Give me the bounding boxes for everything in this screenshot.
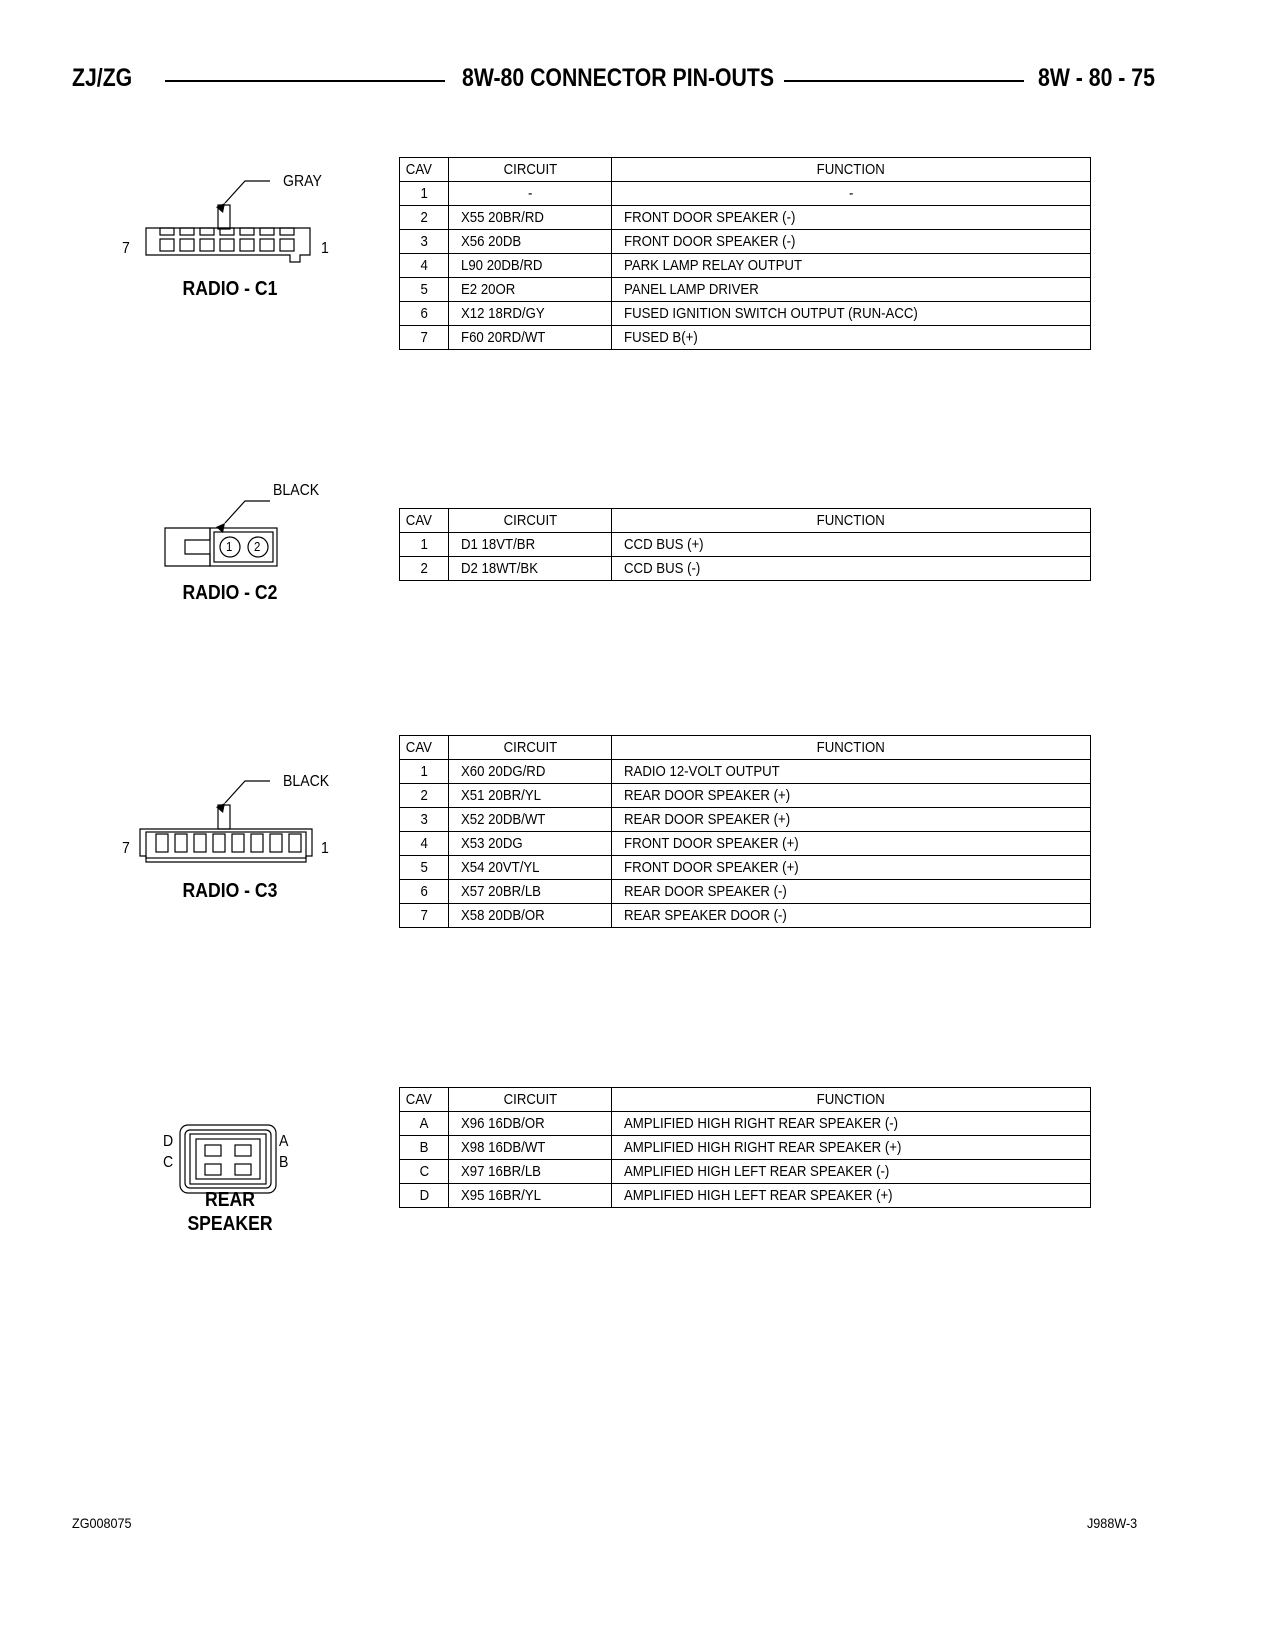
rear-speaker-pin-c: C [163,1154,174,1171]
table-row [400,1112,1091,1136]
function-cell: CCD BUS (+) [624,535,704,553]
cav-cell: 2 [420,208,428,226]
col-circuit: CIRCUIT [503,738,557,756]
function-cell: AMPLIFIED HIGH LEFT REAR SPEAKER (+) [624,1186,893,1204]
circuit-cell: X51 20BR/YL [461,786,541,804]
table-header-row [400,509,1091,533]
cav-cell: 3 [420,810,428,828]
radio-c3-label: RADIO - C3 [182,880,278,902]
function-cell: PANEL LAMP DRIVER [624,280,759,298]
col-function: FUNCTION [816,1090,886,1108]
radio-c2-label: RADIO - C2 [182,582,278,604]
circuit-cell: D2 18WT/BK [461,559,539,577]
cav-cell: 6 [420,882,428,900]
header-left: ZJ/ZG [72,64,133,92]
rear-speaker-label-line1: REAR [205,1189,255,1211]
function-cell: RADIO 12-VOLT OUTPUT [624,762,780,780]
table-row [400,230,1091,254]
cav-cell: 2 [420,559,428,577]
rear-speaker-label-line2: SPEAKER [187,1213,273,1235]
col-cav: CAV [405,1090,432,1108]
col-circuit: CIRCUIT [503,160,557,178]
table-row [400,1136,1091,1160]
col-cav: CAV [405,160,432,178]
table-row [400,533,1091,557]
table-row [400,254,1091,278]
circuit-cell: D1 18VT/BR [461,535,536,553]
col-function: FUNCTION [816,511,886,529]
radio-c1-color: GRAY [283,173,322,190]
radio-c1-label: RADIO - C1 [182,278,278,300]
table-row [400,1184,1091,1208]
function-cell: REAR SPEAKER DOOR (-) [624,906,787,924]
table-row [400,206,1091,230]
table-row [400,1160,1091,1184]
function-cell: REAR DOOR SPEAKER (-) [624,882,787,900]
function-cell: AMPLIFIED HIGH RIGHT REAR SPEAKER (-) [624,1114,899,1132]
circuit-cell: F60 20RD/WT [461,328,546,346]
radio-c2-pin-2: 2 [254,539,261,554]
function-cell: REAR DOOR SPEAKER (+) [624,810,791,828]
radio-c2-color: BLACK [273,482,320,499]
cav-cell: 6 [420,304,428,322]
cav-cell: 3 [420,232,428,250]
radio-c2-pin-1: 1 [226,539,233,554]
cav-cell: 5 [420,858,428,876]
table-header-row [400,1088,1091,1112]
rear-speaker-pin-table [399,1087,1091,1208]
col-cav: CAV [405,738,432,756]
cav-cell: 7 [420,328,428,346]
circuit-cell: - [527,184,532,202]
footer-right: J988W-3 [1087,1515,1138,1531]
cav-cell: A [419,1114,429,1132]
table-row [400,832,1091,856]
table-row [400,557,1091,581]
radio-c1-pin-table [399,157,1091,350]
circuit-cell: X12 18RD/GY [461,304,545,322]
radio-c1-end-left: 7 [122,240,130,257]
circuit-cell: X60 20DG/RD [461,762,546,780]
col-circuit: CIRCUIT [503,1090,557,1108]
radio-c3-color: BLACK [283,773,330,790]
radio-c3-end-right: 1 [321,840,329,857]
circuit-cell: X53 20DG [461,834,523,852]
table-header-row [400,158,1091,182]
table-header-row [400,736,1091,760]
table-row [400,904,1091,928]
function-cell: FRONT DOOR SPEAKER (-) [624,208,796,226]
circuit-cell: L90 20DB/RD [461,256,543,274]
radio-c1-end-right: 1 [321,240,329,257]
cav-cell: B [419,1138,429,1156]
function-cell: AMPLIFIED HIGH RIGHT REAR SPEAKER (+) [624,1138,902,1156]
rear-speaker-pin-b: B [279,1154,289,1171]
circuit-cell: X97 16BR/LB [461,1162,541,1180]
table-row [400,880,1091,904]
circuit-cell: X57 20BR/LB [461,882,541,900]
circuit-cell: X55 20BR/RD [461,208,544,226]
circuit-cell: X98 16DB/WT [461,1138,546,1156]
function-cell: PARK LAMP RELAY OUTPUT [624,256,803,274]
table-row [400,784,1091,808]
function-cell: FRONT DOOR SPEAKER (+) [624,834,799,852]
page-title: 8W-80 CONNECTOR PIN-OUTS [462,64,775,92]
cav-cell: 1 [420,535,428,553]
radio-c3-end-left: 7 [122,840,130,857]
cav-cell: D [419,1186,429,1204]
cav-cell: 4 [420,256,428,274]
table-row [400,760,1091,784]
footer-left: ZG008075 [72,1515,132,1531]
header-rule-right [784,80,1024,82]
function-cell: AMPLIFIED HIGH LEFT REAR SPEAKER (-) [624,1162,890,1180]
circuit-cell: X52 20DB/WT [461,810,546,828]
page-number: 8W - 80 - 75 [1038,64,1155,92]
table-row [400,808,1091,832]
cav-cell: C [419,1162,429,1180]
rear-speaker-pin-a: A [279,1133,289,1150]
cav-cell: 5 [420,280,428,298]
function-cell: FUSED IGNITION SWITCH OUTPUT (RUN-ACC) [624,304,918,322]
rear-speaker-pin-d: D [163,1133,174,1150]
circuit-cell: X54 20VT/YL [461,858,540,876]
cav-cell: 1 [420,184,428,202]
table-row [400,182,1091,206]
table-row [400,326,1091,350]
function-cell: REAR DOOR SPEAKER (+) [624,786,791,804]
circuit-cell: E2 20OR [461,280,516,298]
circuit-cell: X56 20DB [461,232,522,250]
rear-speaker-connector-drawing [175,1120,285,1200]
radio-c2-connector-drawing [160,490,320,570]
cav-cell: 7 [420,906,428,924]
table-row [400,302,1091,326]
cav-cell: 4 [420,834,428,852]
circuit-cell: X96 16DB/OR [461,1114,545,1132]
header-rule-left [165,80,445,82]
function-cell: CCD BUS (-) [624,559,701,577]
cav-cell: 1 [420,762,428,780]
function-cell: FRONT DOOR SPEAKER (+) [624,858,799,876]
col-function: FUNCTION [816,160,886,178]
col-function: FUNCTION [816,738,886,756]
function-cell: - [848,184,853,202]
circuit-cell: X58 20DB/OR [461,906,545,924]
col-cav: CAV [405,511,432,529]
function-cell: FRONT DOOR SPEAKER (-) [624,232,796,250]
cav-cell: 2 [420,786,428,804]
table-row [400,278,1091,302]
circuit-cell: X95 16BR/YL [461,1186,541,1204]
function-cell: FUSED B(+) [624,328,698,346]
radio-c3-pin-table [399,735,1091,928]
table-row [400,856,1091,880]
col-circuit: CIRCUIT [503,511,557,529]
radio-c2-pin-table [399,508,1091,581]
